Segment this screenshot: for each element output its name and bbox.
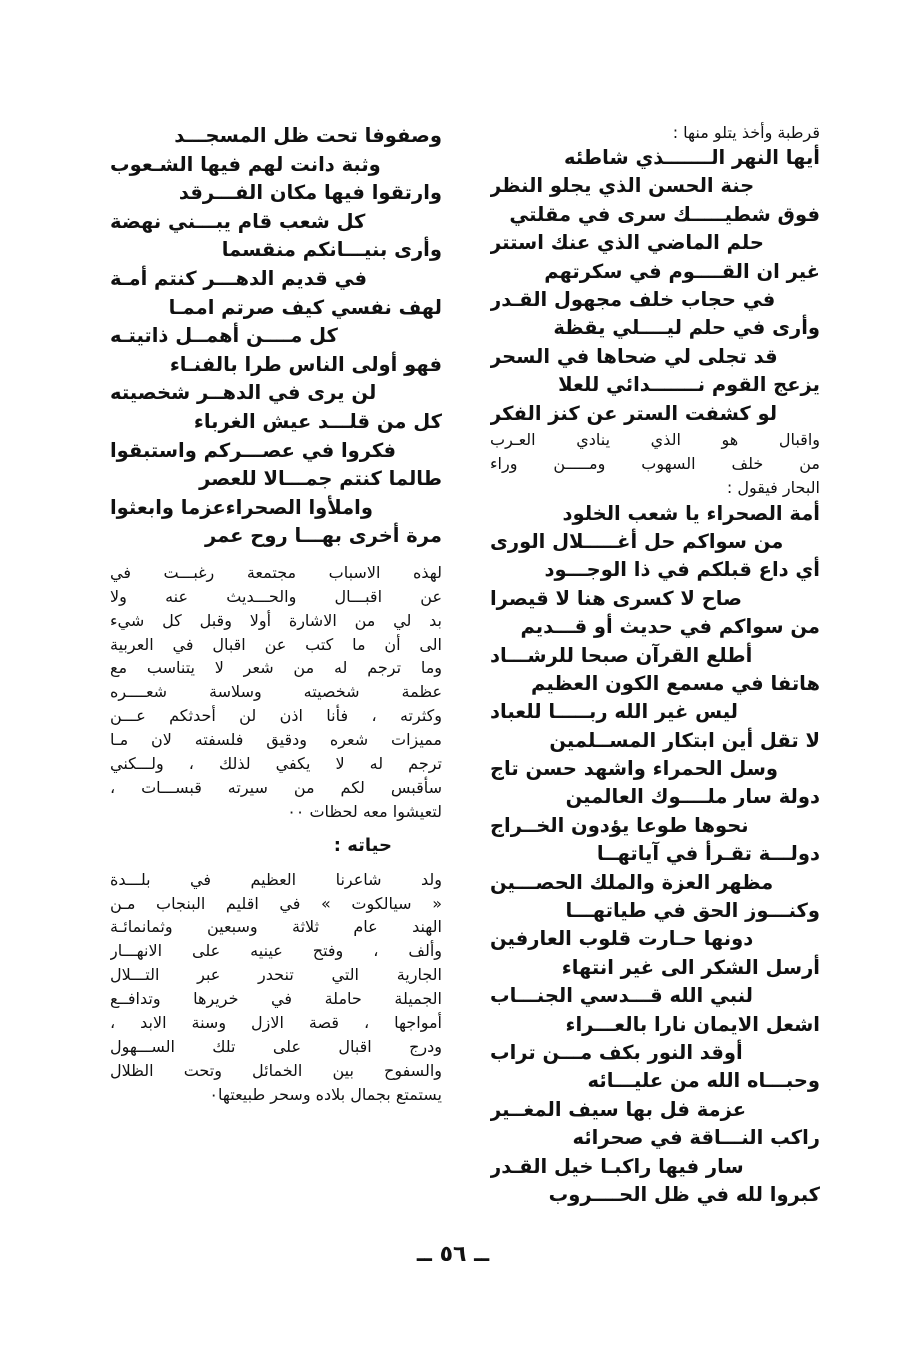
verse-line: وأرى في حلم ليــــلي يقظة (553, 316, 820, 340)
poem-block (490, 500, 820, 1210)
left-column (110, 122, 442, 1107)
poem-block (490, 144, 820, 428)
verse-line: راكب النـــاقة في صحرائه (572, 1126, 820, 1150)
verse-line: مظهر العزة والملك الحصـــين (490, 870, 774, 894)
verse-line: نحوها طوعا يؤدون الخــراج (490, 813, 749, 837)
prose-line: يستمتع بجمال بلاده وسحر طبيعتها٠ (209, 1084, 442, 1104)
intro-line: قرطبة وأخذ يتلو منها : (672, 123, 820, 142)
verse-line: كبروا لله في ظل الحــــروب (548, 1182, 820, 1206)
prose-line: ولد شاعرنا العظيم في بلـــدة (110, 869, 442, 889)
page-number: ــ ٥٦ ــ (416, 1242, 490, 1267)
verse-line: حلم الماضي الذي عنك استتر (490, 231, 764, 255)
verse-line: وكنـــوز الحق في طياتهـــا (565, 899, 820, 923)
verse-line: عزمة فل بها سيف المغــير (490, 1097, 747, 1121)
verse-line: في قديم الدهـــر كنتم أمـة (110, 266, 368, 290)
verse-line: وأرى بنيـــانكم منقسما (221, 238, 442, 262)
verse-line: واملأوا الصحراءعزما وابعثوا (110, 495, 373, 519)
spacer (110, 551, 442, 561)
verse-line: جنة الحسن الذي يجلو النظر (490, 174, 755, 198)
prose-line: وألف ، وفتح عينيه على الانهـــار (110, 941, 442, 961)
verse-line: في حجاب خلف مجهول القـدر (490, 287, 776, 311)
verse-line: دونها حـارت قلوب العارفين (490, 927, 754, 951)
verse-line: وارتقوا فيها مكان الفـــرقد (178, 181, 442, 205)
prose-line: الهند عام ثلاثة وسبعين وثمانمائـة (110, 917, 442, 937)
prose-line: والسفوح بين الخمائل وتحت الظلال (110, 1060, 442, 1080)
verse-line: فوق شطيـــــك سرى في مقلتي (509, 202, 820, 226)
verse-line: طالما كنتم جمـــالا للعصر (199, 467, 442, 491)
prose-line: سأقبس لكم من سيرته قبســـات ، (110, 777, 442, 797)
verse-line: من سواكم حل أغـــــلال الورى (490, 529, 784, 553)
prose-line: من خلف السهوب ومـــــن وراء (490, 453, 820, 473)
spacer (110, 824, 442, 834)
verse-line: فكروا في عصـــركم واستبقوا (110, 438, 397, 462)
verse-line: لهف نفسي كيف صرتم اممـا (168, 295, 442, 319)
prose-line: الجارية التي تنحدر عبر التـــلال (110, 965, 442, 985)
prose-line: مميزات شعره ودقيق فلسفته لان مـا (110, 730, 442, 750)
verse-line: وسل الحمراء واشهد حسن تاج (490, 757, 779, 781)
prose-line: أمواجها ، قصة الازل وسنة الابد ، (110, 1013, 442, 1033)
spacer (110, 858, 442, 868)
verse-line: لنبي الله قـــدسي الجنـــاب (490, 984, 753, 1008)
prose-line: واقبال هو الذي ينادي العـرب (490, 429, 820, 449)
prose-line: لتعيشوا معه لحظات ٠٠ (287, 801, 442, 821)
verse-line: اشعل الايمان نارا بالعـــراء (565, 1012, 820, 1036)
right-column (490, 122, 820, 1209)
verse-line: من سواكم في حديث أو قـــديم (520, 615, 820, 639)
prose-line: عن اقبـــال والحـــديث عنه ولا (110, 586, 442, 606)
verse-line: غير ان القــــوم في سكرتهم (544, 259, 820, 283)
verse-line: أطلع القرآن صبحا للرشـــاد (490, 643, 753, 667)
verse-line: دولـــة تقـرأ في آياتهــا (596, 842, 820, 866)
verse-line: أوقد النور بكف مـــن تراب (490, 1041, 743, 1064)
prose-line: ترجم له لا يكفي لذلك ، ولـــكني (110, 754, 442, 774)
verse-line: لا تقل أين ابتكار المســلمين (549, 728, 820, 752)
prose-line: الى أن ما كتب عن اقبال في العربية (110, 634, 442, 654)
verse-line: أي داع قبلكم في ذا الوجـــود (544, 558, 820, 582)
verse-line: وصفوفا تحت ظل المسجـــد (174, 124, 442, 147)
prose-line: البحار فيقول : (726, 477, 820, 497)
prose-block (490, 428, 820, 500)
prose-line: لهذه الاسباب مجتمعة رغبـــت في (110, 562, 442, 582)
verse-line: كل شعب قام يبـــني نهضة (110, 209, 366, 233)
verse-line: أمة الصحراء يا شعب الخلود (562, 501, 820, 525)
verse-line: كل مــــن أهمــل ذاتيتـه (110, 324, 338, 348)
prose-line: « سيالكوت » في اقليم البنجاب مـن (110, 893, 442, 913)
verse-line: لو كشفت الستر عن كنز الفكر (490, 401, 778, 425)
verse-line: فهو أولى الناس طرا بالفنـاء (169, 352, 442, 376)
prose-line: وما ترجم له من شعر لا يتناسب مع (110, 658, 442, 678)
verse-line: سار فيها راكبـا خيل القـدر (490, 1154, 744, 1178)
prose-block (110, 561, 442, 824)
verse-line: صاح لا كسرى هنا لا قيصرا (490, 586, 742, 610)
poem-block (110, 122, 442, 551)
section-heading: حياته : (333, 834, 392, 856)
verse-line: أرسل الشكر الى غير انتهاء (561, 955, 820, 979)
prose-block (110, 868, 442, 1107)
prose-line: عظمة شخصيته وسلاسة شعــــره (110, 682, 442, 702)
verse-line: دولة سار ملــــوك العالمين (565, 785, 820, 809)
prose-line: الجميلة حاملة في خريرها وتدافــع (110, 989, 442, 1009)
verse-line: هاتفا في مسمع الكون العظيم (531, 671, 820, 695)
verse-line: وحبـــاه الله من عليـــائه (587, 1069, 820, 1093)
prose-line: ودرج اقبال على تلك الســـهول (110, 1036, 442, 1056)
verse-line: ليس غير الله ربـــــا للعباد (490, 700, 738, 724)
prose-line: بد لي من الاشارة أولا وقبل كل شيء (110, 610, 442, 630)
verse-line: وثبة دانت لهم فيها الشـعوب (110, 152, 381, 176)
prose-line: وكثرته ، فأنا اذن لن أحدثكم عـــن (110, 706, 442, 726)
verse-line: يزعج القوم نـــــــدائي للعلا (558, 373, 820, 397)
verse-line: أيها النهر الـــــــذي شاطئه (564, 146, 820, 169)
verse-line: لن يرى في الدهــر شخصيته (110, 381, 377, 405)
verse-line: كل من قلـــد عيش الغرباء (193, 409, 442, 433)
verse-line: مرة أخرى بهـــا روح عمر (204, 524, 442, 548)
verse-line: قد تجلى لي ضحاها في السحر (490, 344, 778, 368)
